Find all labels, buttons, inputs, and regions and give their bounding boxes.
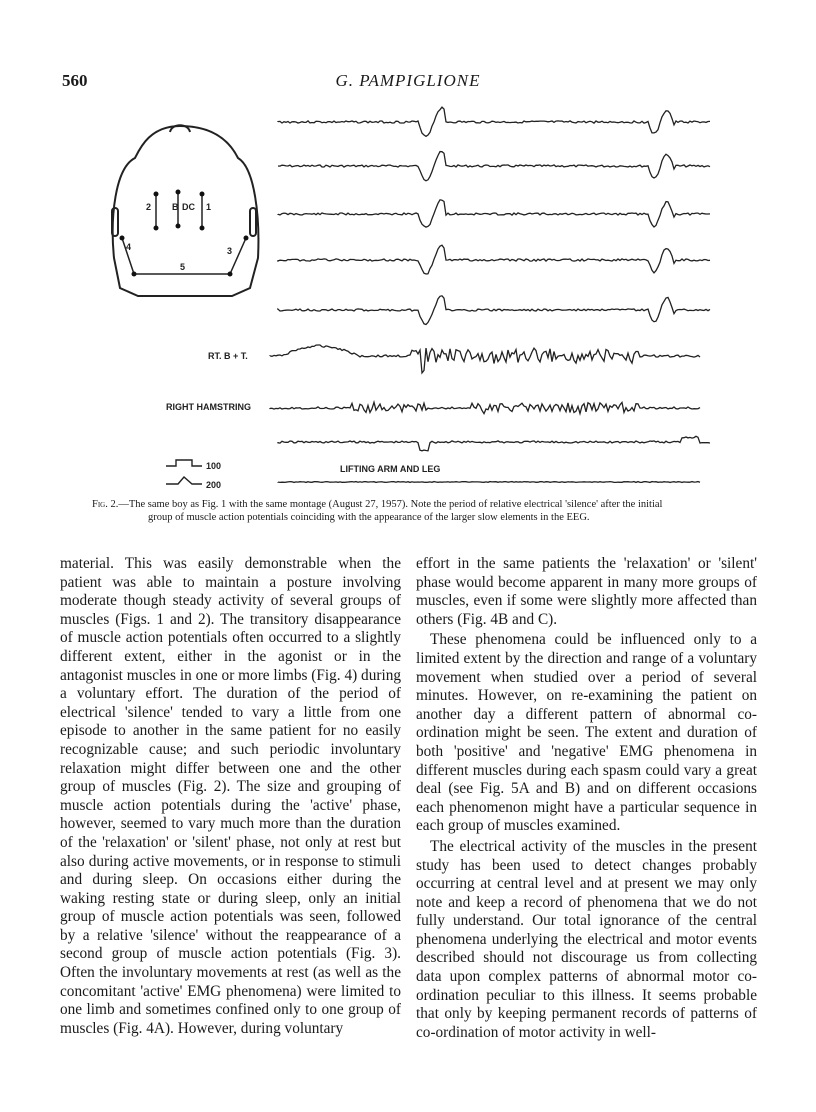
signal-trace: [270, 402, 700, 413]
running-head: G. PAMPIGLIONE: [335, 71, 481, 90]
figure-caption: [92, 498, 762, 524]
signal-trace: [278, 296, 710, 325]
eeg-emg-figure: [100, 98, 740, 498]
signal-trace: [278, 200, 710, 227]
trace-group: [270, 107, 710, 482]
trace-label-event: LIFTING ARM AND LEG: [340, 464, 441, 474]
signal-trace: [278, 482, 700, 483]
electrode-label-3: 3: [227, 246, 233, 256]
page-number: 560: [62, 71, 88, 90]
trace-label-right-hamstring: RIGHT HAMSTRING: [166, 402, 251, 412]
caption-label: Fig. 2.: [92, 499, 119, 510]
electrode-label-2: 2: [146, 202, 152, 212]
paragraph: effort in the same patients the 'relaxation' or 'silent' phase would become apparent in many more groups of muscles, even if some were slightly more affected than others (Fig. 4B and C).: [416, 555, 757, 628]
signal-trace: [278, 436, 710, 451]
body-column-left: [60, 555, 401, 1038]
paragraph: The electrical activity of the muscles in the present study has been used to detect changes probably occurring at central level and at present we may only note and keep a record of phenomena that we do not fully understand. Our total ignorance of the central phenomena underlying the electrical and motor events described should not discourage us from collecting data upon complex patterns of abnormal motor co-ordination peculiar to this illness. It seems probable that only by keeping permanent records of patterns of co-ordination of motor activity in well-: [416, 837, 757, 1041]
electrode-label-5: 5: [180, 262, 186, 272]
electrode-label-b: B: [172, 202, 179, 212]
trace-label-rt-bt: RT. B + T.: [208, 351, 248, 361]
electrode-label-1: 1: [206, 202, 212, 212]
paragraph: material. This was easily demonstrable when the patient was able to maintain a posture involving moderate though steady activity of several groups of muscles (Figs. 1 and 2). The transitory disappearance of muscle action potentials often occurred to a slightly different extent, either in the agonist or in the antagonist muscles in one or more limbs (Fig. 4) during a voluntary effort. The duration of the period of electrical 'silence' tended to vary a little from one episode to another in the same patient for no easily recognizable cause; and such periodic involuntary relaxation might differ between one and the other group of muscles (Fig. 2). The size and grouping of muscle action potentials during the 'active' phase, however, seemed to vary much more than the duration of the 'relaxation' or 'silent' phase, not only at rest but also during active movements, or in response to stimuli and during sleep. On occasions either during the waking resting state or during sleep, only an initial group of muscle action potentials was seen, followed by a relative 'silence' without the reappearance of a second group of muscle action potentials (Fig. 3). Often the involuntary movements at rest (as well as the concomitant 'active' EMG phenomena) were limited to one limb and sometimes confined only to one group of muscles (Fig. 4A). However, during voluntary: [60, 555, 401, 1037]
calibration-marks: [166, 460, 202, 484]
calibration-label-200: 200: [206, 480, 222, 490]
electrode-label-dc: DC: [182, 202, 195, 212]
calibration-label-100: 100: [206, 461, 222, 471]
signal-trace: [278, 152, 710, 181]
caption-text-line2: group of muscle action potentials coinciding with the appearance of the larger slow elements in the EEG.: [148, 512, 590, 523]
electrode-label-4: 4: [126, 242, 132, 252]
paragraph: These phenomena could be influenced only to a limited extent by the direction and range of a voluntary movement when studied over a period of several minutes. However, on re-examining the patient on another day a different pattern of abnormal co-ordination might be seen. The extent and duration of both 'positive' and 'negative' EMG phenomena in different muscles during each spasm could vary a great deal (see Fig. 5A and B) and on different occasions each phenomenon might have a particular sequence in each group of muscles examined.: [416, 631, 757, 835]
body-column-right: [416, 555, 757, 1042]
caption-text: —The same boy as Fig. 1 with the same montage (August 27, 1957). Note the period of relative electrical 'silence' after the initial: [118, 499, 663, 510]
signal-trace: [278, 245, 710, 274]
signal-trace: [270, 345, 700, 373]
signal-trace: [278, 107, 710, 136]
